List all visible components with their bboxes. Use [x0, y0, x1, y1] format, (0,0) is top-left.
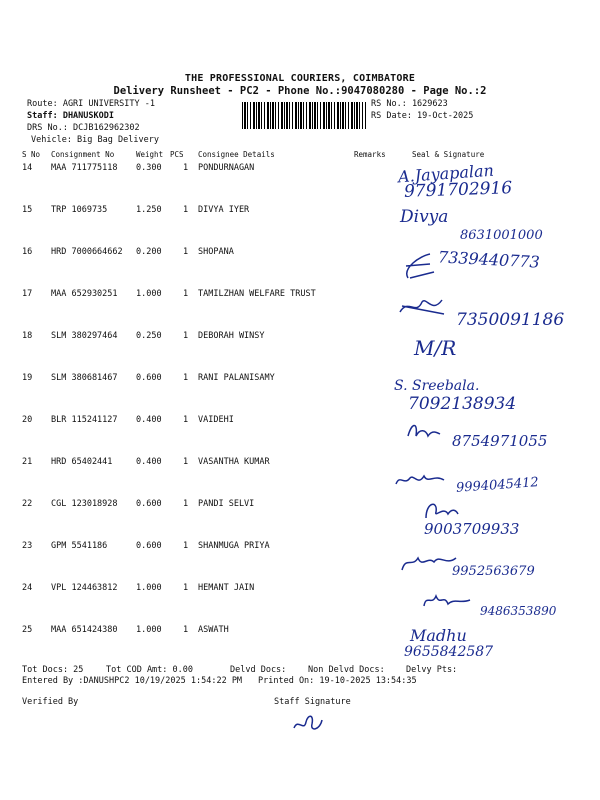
row-consignee: ASWATH — [198, 625, 229, 635]
row-sno: 18 — [22, 331, 33, 341]
table-row — [22, 373, 582, 385]
row-consignment: MAA 651424380 — [51, 625, 118, 635]
document-title: THE PROFESSIONAL COURIERS, COIMBATORE — [184, 73, 416, 84]
row-weight: 0.600 — [136, 499, 162, 509]
row-pcs: 1 — [183, 499, 189, 509]
handwritten-signature: M/R — [414, 336, 457, 360]
row-sno: 16 — [22, 247, 33, 257]
table-row — [22, 457, 582, 469]
vehicle-label: Vehicle: Big Bag Delivery — [31, 135, 159, 145]
drs-number: DRS No.: DCJB162962302 — [27, 123, 140, 133]
row-weight: 0.200 — [136, 247, 162, 257]
signature-scribble — [420, 588, 474, 612]
row-pcs: 1 — [183, 583, 189, 593]
handwritten-phone: 9486353890 — [480, 604, 557, 618]
row-consignment: MAA 652930251 — [51, 289, 118, 299]
barcode — [242, 102, 366, 129]
table-row — [22, 163, 582, 175]
row-consignee: DEBORAH WINSY — [198, 331, 265, 341]
row-sno: 25 — [22, 625, 33, 635]
column-header-consignee: Consignee Details — [198, 150, 275, 159]
row-consignment: BLR 115241127 — [51, 415, 118, 425]
row-consignee: SHANMUGA PRIYA — [198, 541, 270, 551]
total-cod-amount: Tot COD Amt: 0.00 — [106, 665, 193, 675]
row-weight: 0.600 — [136, 373, 162, 383]
row-consignee: TAMILZHAN WELFARE TRUST — [198, 289, 316, 299]
row-consignment: CGL 123018928 — [51, 499, 118, 509]
handwritten-phone: 7339440773 — [437, 247, 541, 272]
row-consignment: HRD 65402441 — [51, 457, 113, 467]
staff-label: Staff: DHANUSKODI — [27, 111, 114, 121]
row-sno: 14 — [22, 163, 33, 173]
row-consignment: TRP 1069735 — [51, 205, 108, 215]
row-consignee: PANDI SELVI — [198, 499, 255, 509]
entered-by: Entered By :DANUSHPC2 10/19/2025 1:54:22 PM — [22, 676, 243, 686]
row-consignment: VPL 124463812 — [51, 583, 118, 593]
column-header-sno: S No — [22, 150, 41, 159]
column-header-consignment: Consignment No — [51, 150, 115, 159]
row-sno: 17 — [22, 289, 33, 299]
row-pcs: 1 — [183, 205, 189, 215]
row-consignee: VAIDEHI — [198, 415, 234, 425]
row-weight: 1.000 — [136, 625, 162, 635]
verified-by-label: Verified By — [22, 697, 79, 707]
total-docs: Tot Docs: 25 — [22, 665, 84, 675]
table-row — [22, 583, 582, 595]
rs-number: RS No.: 1629623 — [371, 99, 448, 109]
row-consignment: SLM 380681467 — [51, 373, 118, 383]
row-weight: 1.250 — [136, 205, 162, 215]
table-row — [22, 415, 582, 427]
handwritten-phone: 9791702916 — [403, 178, 513, 202]
row-consignment: GPM 5541186 — [51, 541, 108, 551]
row-pcs: 1 — [183, 163, 189, 173]
column-header-seal: Seal & Signature — [412, 150, 485, 159]
table-row — [22, 499, 582, 511]
row-weight: 1.000 — [136, 289, 162, 299]
row-pcs: 1 — [183, 625, 189, 635]
row-consignee: DIVYA IYER — [198, 205, 250, 215]
row-pcs: 1 — [183, 415, 189, 425]
signature-scribble — [392, 470, 450, 490]
table-row — [22, 625, 582, 637]
row-consignment: HRD 7000664662 — [51, 247, 123, 257]
row-consignee: RANI PALANISAMY — [198, 373, 275, 383]
table-row — [22, 331, 582, 343]
row-consignee: PONDURNAGAN — [198, 163, 255, 173]
row-weight: 0.400 — [136, 415, 162, 425]
row-weight: 0.600 — [136, 541, 162, 551]
row-pcs: 1 — [183, 289, 189, 299]
row-consignee: HEMANT JAIN — [198, 583, 255, 593]
row-sno: 20 — [22, 415, 33, 425]
row-sno: 23 — [22, 541, 33, 551]
row-sno: 22 — [22, 499, 33, 509]
row-consignment: MAA 711775118 — [51, 163, 118, 173]
handwritten-phone: 9952563679 — [452, 564, 535, 579]
handwritten-phone: 9994045412 — [455, 475, 540, 496]
row-consignee: SHOPANA — [198, 247, 234, 257]
handwritten-phone: 8631001000 — [460, 228, 543, 243]
signature-scribble — [400, 248, 440, 284]
staff-signature-label: Staff Signature — [274, 697, 351, 707]
column-header-pcs: PCS — [170, 150, 184, 159]
route-label: Route: AGRI UNIVERSITY -1 — [27, 99, 155, 109]
staff-signature-scribble — [288, 710, 328, 736]
rs-date: RS Date: 19-Oct-2025 — [371, 111, 474, 121]
row-pcs: 1 — [183, 331, 189, 341]
printed-on: Printed On: 19-10-2025 13:54:35 — [258, 676, 417, 686]
row-weight: 0.400 — [136, 457, 162, 467]
document-subtitle: Delivery Runsheet - PC2 - Phone No.:9047080280 - Page No.:2 — [113, 85, 487, 97]
delivery-points: Delvy Pts: — [406, 665, 458, 675]
row-pcs: 1 — [183, 541, 189, 551]
handwritten-signature: Divya — [400, 207, 449, 227]
handwritten-phone: 8754971055 — [452, 432, 548, 450]
handwritten-signature: Madhu — [410, 626, 467, 645]
row-consignee: VASANTHA KUMAR — [198, 457, 270, 467]
table-row — [22, 541, 582, 553]
row-weight: 0.250 — [136, 331, 162, 341]
column-header-weight: Weight — [136, 150, 164, 159]
row-consignment: SLM 380297464 — [51, 331, 118, 341]
column-header-remarks: Remarks — [354, 150, 386, 159]
row-pcs: 1 — [183, 247, 189, 257]
delivered-docs: Delvd Docs: — [230, 665, 287, 675]
handwritten-phone: 9003709933 — [424, 520, 520, 538]
row-pcs: 1 — [183, 373, 189, 383]
signature-scribble — [404, 418, 444, 444]
signature-scribble — [398, 292, 448, 322]
handwritten-signature: A.Jayapalan — [397, 160, 495, 187]
row-pcs: 1 — [183, 457, 189, 467]
row-sno: 21 — [22, 457, 33, 467]
row-sno: 19 — [22, 373, 33, 383]
handwritten-signature: S. Sreebala. — [394, 378, 480, 394]
row-weight: 0.300 — [136, 163, 162, 173]
handwritten-phone: 9655842587 — [404, 644, 494, 660]
row-sno: 24 — [22, 583, 33, 593]
handwritten-phone: 7350091186 — [456, 310, 565, 330]
table-row — [22, 205, 582, 217]
row-weight: 1.000 — [136, 583, 162, 593]
table-row — [22, 289, 582, 301]
handwritten-phone: 7092138934 — [408, 394, 517, 414]
non-delivered-docs: Non Delvd Docs: — [308, 665, 385, 675]
row-sno: 15 — [22, 205, 33, 215]
